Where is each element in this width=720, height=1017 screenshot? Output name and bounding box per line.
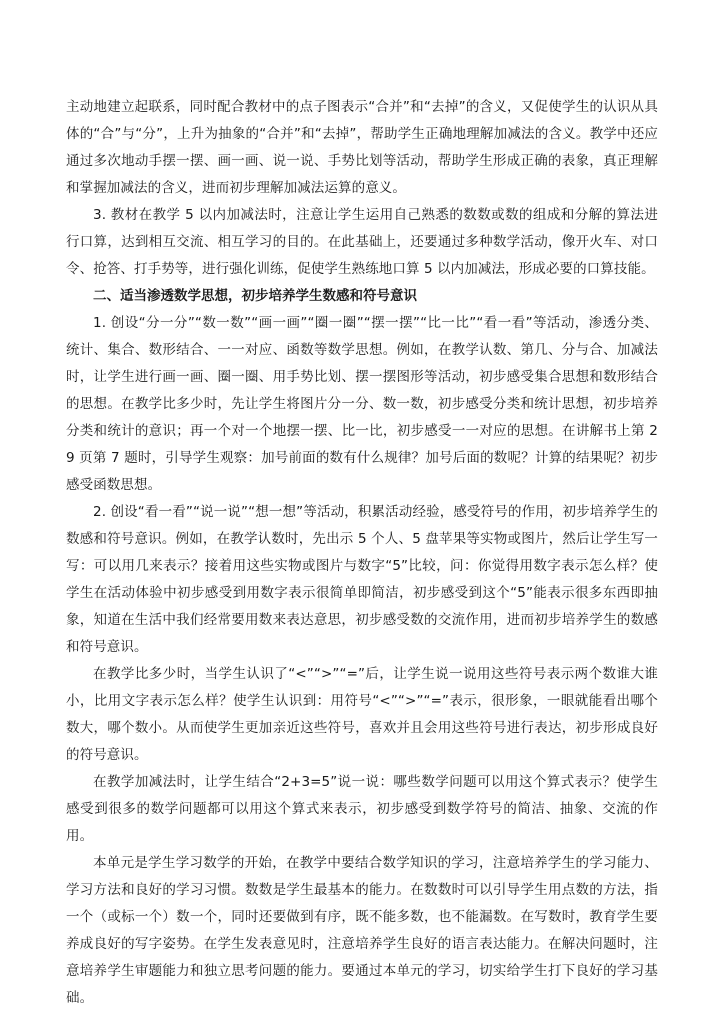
paragraph-3: 1. 创设“分一分”“数一数”“画一画”“圈一圈”“摆一摆”“比一比”“看一看”等活动，渗透分类、统计、集合、数形结合、一一对应、函数等数学思想。例如，在教学认数、第几、分与合、加减法时，让学生进行画一画、圈一圈、用手势比划、摆一摆图形等活动，初步感受集合思想和数形结合的思想。在教学比多少时，先让学生将图片分一分、数一数，初步感受分类和统计思想，初步培养分类和统计的意识；再一个对一个地摆一摆、比一比，初步感受一一对应的思想。在讲解书上第 29 页第 7 题时，引导学生观察：加号前面的数有什么规律？加号后面的数呢？计算的结果呢？初步感受函数思想。 [66,315,658,493]
paragraph-4: 2. 创设“看一看”“说一说”“想一想”等活动，积累活动经验，感受符号的作用，初步培养学生的数感和符号意识。例如，在教学认数时，先出示 5 个人、5 盘苹果等实物或图片，然后让学生写一写：可以用几来表示？接着用这些实物或图片与数字“5”比较，问：你觉得用数字表示怎么样？使学生在活动体验中初步感受到用数字表示很简单即简洁，初步感受到这个“5”能表示很多东西即抽象，知道在生活中我们经常要用数来表达意思，初步感受数的交流作用，进而初步培养学生的数感和符号意识。 [66,504,658,655]
paragraph-7: 本单元是学生学习数学的开始，在教学中要结合数学知识的学习，注意培养学生的学习能力、学习方法和良好的学习习惯。数数是学生最基本的能力。在数数时可以引导学生用点数的方法，指一个（或标一个）数一个，同时还要做到有序，既不能多数，也不能漏数。在写数时，教育学生要养成良好的写字姿势。在学生发表意见时，注意培养学生良好的语言表达能力。在解决问题时，注意培养学生审题能力和独立思考问题的能力。要通过本单元的学习，切实给学生打下良好的学习基础。 [66,855,658,1006]
paragraph-2: 3. 教材在教学 5 以内加减法时，注意让学生运用自己熟悉的数数或数的组成和分解的算法进行口算，达到相互交流、相互学习的目的。在此基础上，还要通过多种数学活动，像开火车、对口令、抢答、打手势等，进行强化训练，促使学生熟练地口算 5 以内加减法，形成必要的口算技能。 [66,207,658,277]
paragraph-6: 在教学加减法时，让学生结合“2+3=5”说一说：哪些数学问题可以用这个算式表示？使学生感受到很多的数学问题都可以用这个算式来表示，初步感受到数学符号的简洁、抽象、交流的作用。 [66,774,658,844]
document-page [66,94,658,1012]
section-heading: 二、适当渗透数学思想，初步培养学生数感和符号意识 [93,288,417,304]
paragraph-1: 主动地建立起联系，同时配合教材中的点子图表示“合并”和“去掉”的含义，又促使学生的认识从具体的“合”与“分”，上升为抽象的“合并”和“去掉”，帮助学生正确地理解加减法的含义。教学中还应通过多次地动手摆一摆、画一画、说一说、手势比划等活动，帮助学生形成正确的表象，真正理解和掌握加减法的含义，进而初步理解加减法运算的意义。 [66,99,658,196]
paragraph-5: 在教学比多少时，当学生认识了“<”“>”“=”后，让学生说一说用这些符号表示两个数谁大谁小，比用文字表示怎么样？使学生认识到：用符号“<”“>”“=”表示，很形象，一眼就能看出哪个数大，哪个数小。从而使学生更加亲近这些符号，喜欢并且会用这些符号进行表达，初步形成良好的符号意识。 [66,666,658,763]
